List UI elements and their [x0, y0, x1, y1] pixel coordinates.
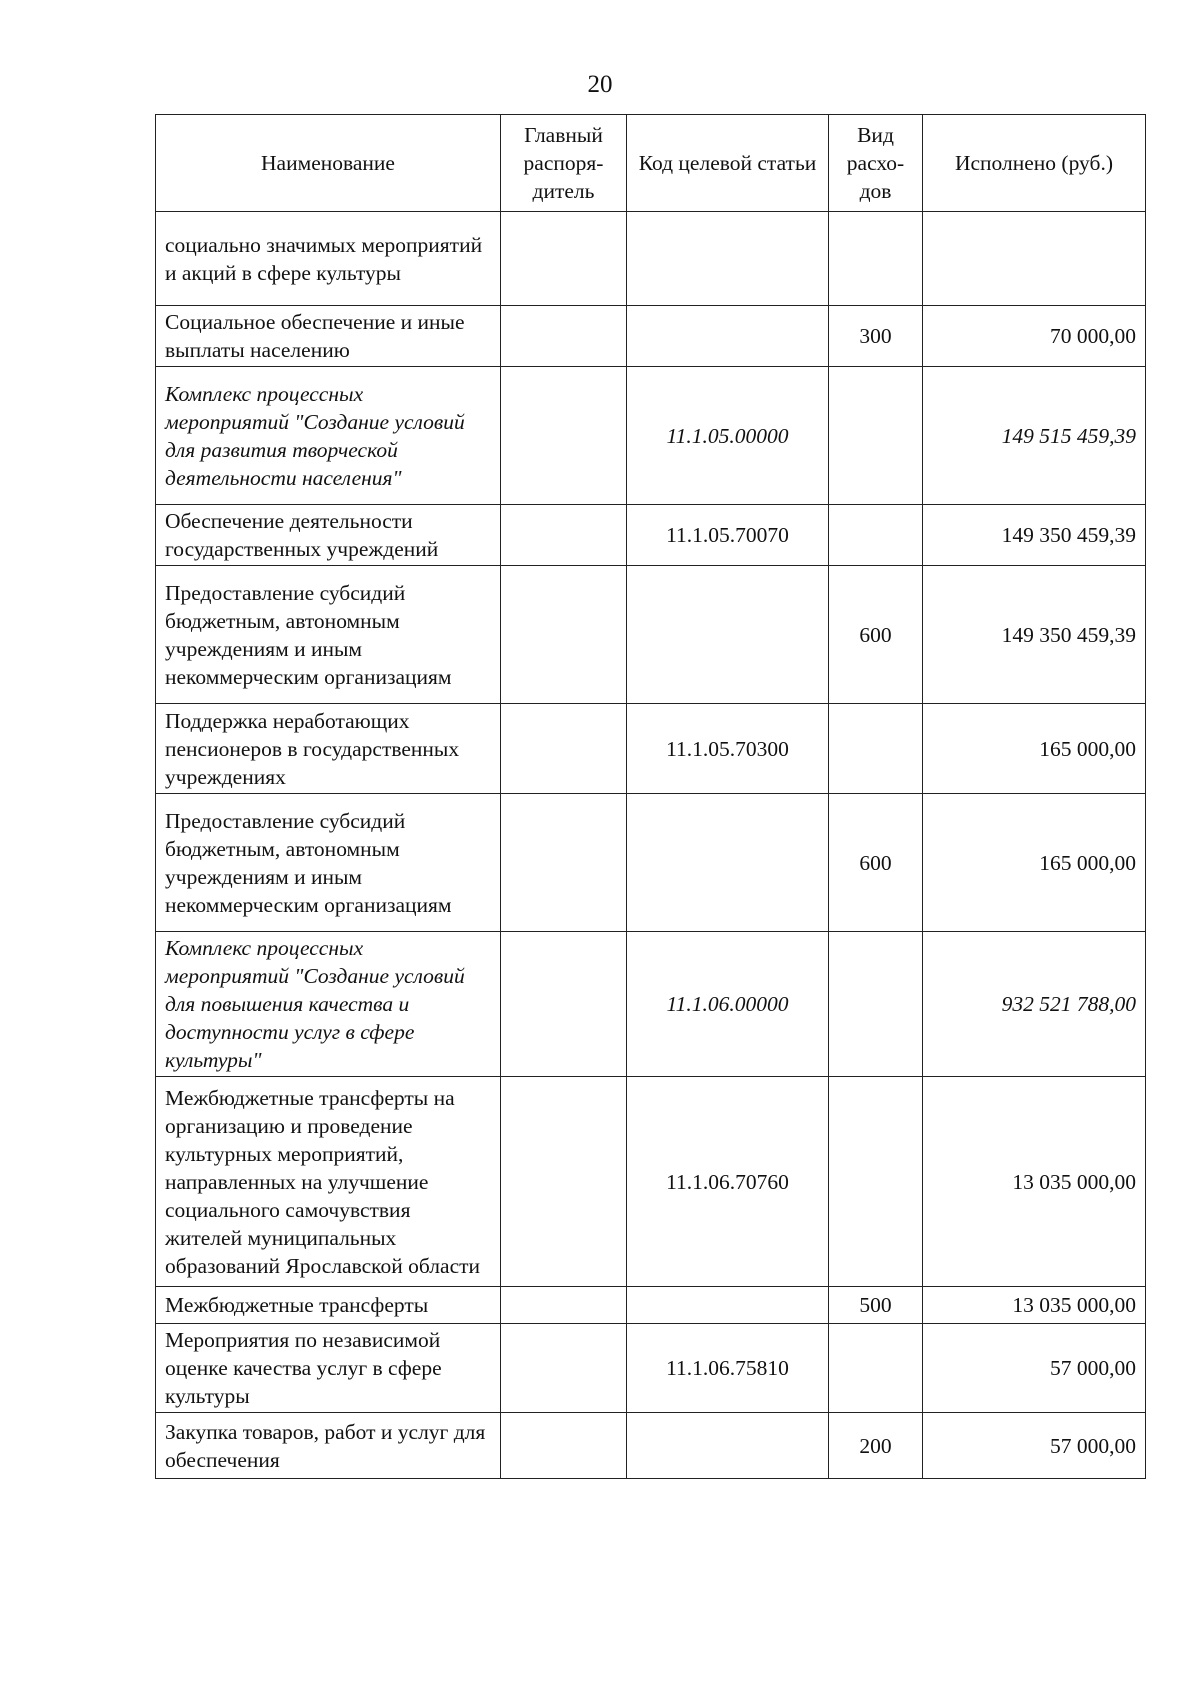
table-row — [156, 1287, 1146, 1324]
row-target-code-cell — [627, 1413, 829, 1479]
row-amount-cell: 149 515 459,39 — [923, 367, 1146, 505]
row-name-cell: Поддержка неработающих пенсионеров в государственных учреждениях — [156, 704, 501, 794]
row-name-cell: Комплекс процессных мероприятий "Создание условий для повышения качества и доступности услуг в сфере культуры" — [156, 932, 501, 1077]
row-main-manager-cell — [501, 1413, 627, 1479]
row-expense-type-cell — [829, 505, 923, 566]
table-row — [156, 1324, 1146, 1413]
row-amount-cell — [923, 212, 1146, 306]
table-row — [156, 306, 1146, 367]
row-expense-type-cell — [829, 367, 923, 505]
row-name-cell: Предоставление субсидий бюджетным, автономным учреждениям и иным некоммерческим организациям — [156, 794, 501, 932]
row-main-manager-cell — [501, 212, 627, 306]
row-amount-cell: 13 035 000,00 — [923, 1287, 1146, 1324]
row-amount-cell: 70 000,00 — [923, 306, 1146, 367]
table-row — [156, 505, 1146, 566]
table-row — [156, 566, 1146, 704]
row-main-manager-cell — [501, 704, 627, 794]
row-main-manager-cell — [501, 794, 627, 932]
row-target-code-cell: 11.1.05.00000 — [627, 367, 829, 505]
row-main-manager-cell — [501, 1324, 627, 1413]
row-main-manager-cell — [501, 1287, 627, 1324]
table-row — [156, 1413, 1146, 1479]
row-name-cell: Мероприятия по независимой оценке качества услуг в сфере культуры — [156, 1324, 501, 1413]
row-name-cell: социально значимых мероприятий и акций в сфере культуры — [156, 212, 501, 306]
row-amount-cell: 57 000,00 — [923, 1413, 1146, 1479]
page-number: 20 — [587, 71, 613, 98]
table-row — [156, 367, 1146, 505]
row-amount-cell: 932 521 788,00 — [923, 932, 1146, 1077]
row-expense-type-cell: 200 — [829, 1413, 923, 1479]
row-expense-type-cell — [829, 1324, 923, 1413]
table-row — [156, 932, 1146, 1077]
header-expense-type: Вид расхо-дов — [829, 115, 923, 212]
row-expense-type-cell — [829, 212, 923, 306]
row-expense-type-cell: 500 — [829, 1287, 923, 1324]
table-row — [156, 1077, 1146, 1287]
row-name-cell: Обеспечение деятельности государственных учреждений — [156, 505, 501, 566]
row-name-cell: Межбюджетные трансферты на организацию и проведение культурных мероприятий, направленных на улучшение социального самочувствия жителей муниципальных образований Ярославской области — [156, 1077, 501, 1287]
row-amount-cell: 165 000,00 — [923, 794, 1146, 932]
table-row — [156, 212, 1146, 306]
row-target-code-cell — [627, 306, 829, 367]
row-main-manager-cell — [501, 1077, 627, 1287]
row-target-code-cell: 11.1.06.00000 — [627, 932, 829, 1077]
row-expense-type-cell — [829, 1077, 923, 1287]
row-target-code-cell: 11.1.06.75810 — [627, 1324, 829, 1413]
row-expense-type-cell: 600 — [829, 794, 923, 932]
table-header-row — [156, 115, 1146, 212]
expenditure-table — [155, 114, 1146, 1479]
row-expense-type-cell — [829, 704, 923, 794]
header-name: Наименование — [156, 115, 501, 212]
row-name-cell: Закупка товаров, работ и услуг для обеспечения — [156, 1413, 501, 1479]
row-expense-type-cell — [829, 932, 923, 1077]
header-main-manager: Главный распоря-дитель — [501, 115, 627, 212]
row-target-code-cell: 11.1.05.70300 — [627, 704, 829, 794]
header-target-code: Код целевой статьи — [627, 115, 829, 212]
row-name-cell: Межбюджетные трансферты — [156, 1287, 501, 1324]
row-main-manager-cell — [501, 505, 627, 566]
row-name-cell: Социальное обеспечение и иные выплаты населению — [156, 306, 501, 367]
row-name-cell: Предоставление субсидий бюджетным, автономным учреждениям и иным некоммерческим организациям — [156, 566, 501, 704]
row-amount-cell: 149 350 459,39 — [923, 566, 1146, 704]
row-main-manager-cell — [501, 566, 627, 704]
table-row — [156, 794, 1146, 932]
row-main-manager-cell — [501, 932, 627, 1077]
row-expense-type-cell: 300 — [829, 306, 923, 367]
row-amount-cell: 165 000,00 — [923, 704, 1146, 794]
row-expense-type-cell: 600 — [829, 566, 923, 704]
table-body — [156, 212, 1146, 1479]
row-target-code-cell — [627, 212, 829, 306]
row-amount-cell: 57 000,00 — [923, 1324, 1146, 1413]
header-executed-amount: Исполнено (руб.) — [923, 115, 1146, 212]
row-amount-cell: 13 035 000,00 — [923, 1077, 1146, 1287]
row-target-code-cell — [627, 1287, 829, 1324]
row-main-manager-cell — [501, 306, 627, 367]
table-row — [156, 704, 1146, 794]
row-name-cell: Комплекс процессных мероприятий "Создание условий для развития творческой деятельности населения" — [156, 367, 501, 505]
row-target-code-cell: 11.1.05.70070 — [627, 505, 829, 566]
row-main-manager-cell — [501, 367, 627, 505]
row-target-code-cell — [627, 794, 829, 932]
row-amount-cell: 149 350 459,39 — [923, 505, 1146, 566]
row-target-code-cell — [627, 566, 829, 704]
row-target-code-cell: 11.1.06.70760 — [627, 1077, 829, 1287]
